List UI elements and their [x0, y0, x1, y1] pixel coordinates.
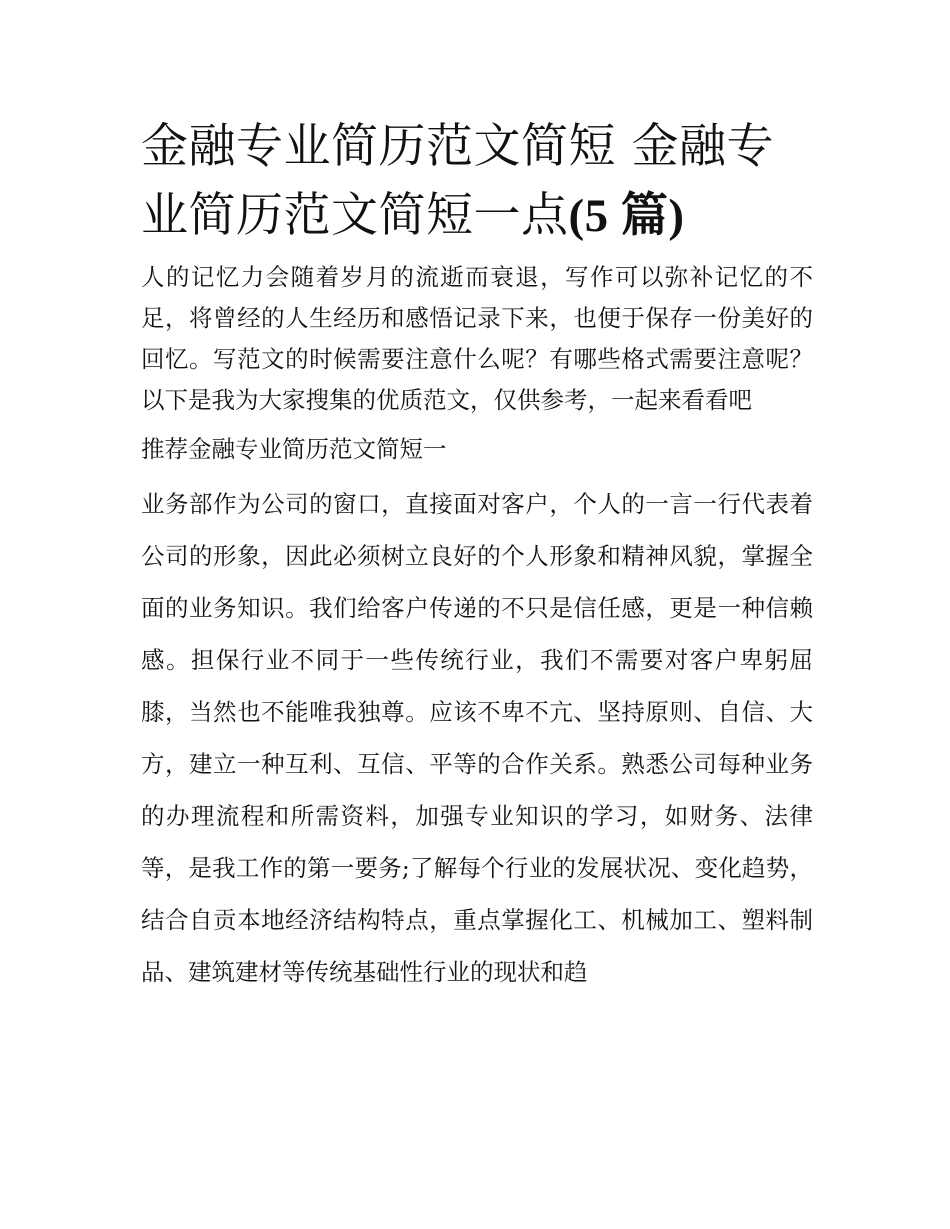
- document-title: [141, 112, 813, 251]
- document-title-main: 金融专业简历范文简短 金融专业简历范文简短一点: [141, 119, 774, 243]
- section-body-paragraph: 业务部作为公司的窗口，直接面对客户，个人的一言一行代表着公司的形象，因此必须树立良好的个人形象和精神风貌，掌握全面的业务知识。我们给客户传递的不只是信任感，更是一种信赖感。担保行业不同于一些传统行业，我们不需要对客户卑躬屈膝，当然也不能唯我独尊。应该不卑不亢、坚持原则、自信、大方，建立一种互利、互信、平等的合作关系。熟悉公司每种业务的办理流程和所需资料，加强专业知识的学习，如财务、法律等，是我工作的第一要务;了解每个行业的发展状况、变化趋势，结合自贡本地经济结构特点，重点掌握化工、机械加工、塑料制品、建筑建材等传统基础性行业的现状和趋: [141, 490, 813, 986]
- document-page: [141, 112, 813, 998]
- intro-paragraph: 人的记忆力会随着岁月的流逝而衰退，写作可以弥补记忆的不足，将曾经的人生经历和感悟记录下来，也便于保存一份美好的回忆。写范文的时候需要注意什么呢？有哪些格式需要注意呢？以下是我为大家搜集的优质范文，仅供参考，一起来看看吧: [141, 263, 813, 414]
- document-title-suffix: (5 篇): [568, 190, 685, 242]
- section-heading: 推荐金融专业简历范文简短一: [141, 435, 447, 463]
